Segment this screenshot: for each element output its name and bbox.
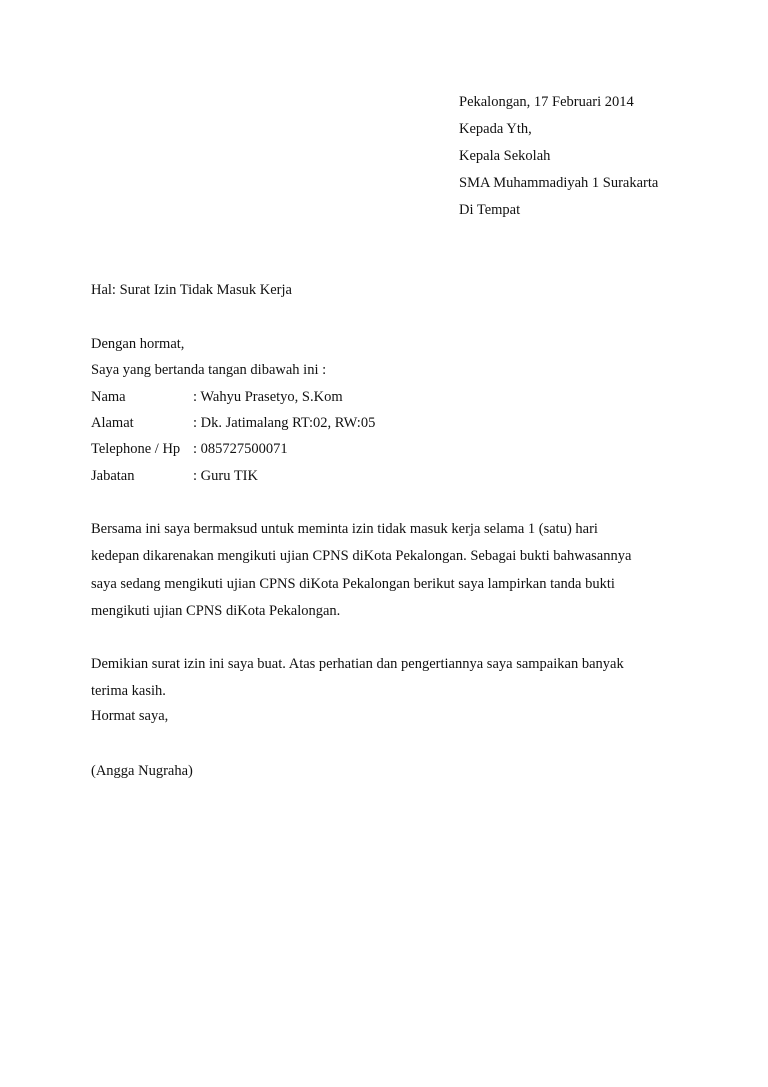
recipient-title: Kepala Sekolah bbox=[459, 148, 551, 164]
paragraph-1-line: mengikuti ujian CPNS diKota Pekalongan. bbox=[91, 603, 341, 619]
closing: Hormat saya, bbox=[91, 708, 169, 724]
date-line: Pekalongan, 17 Februari 2014 bbox=[459, 94, 634, 110]
paragraph-1-line: Bersama ini saya bermaksud untuk meminta izin tidak masuk kerja selama 1 (satu) hari bbox=[91, 521, 598, 537]
field-label-alamat: Alamat bbox=[91, 415, 134, 431]
paragraph-1-line: kedepan dikarenakan mengikuti ujian CPNS diKota Pekalongan. Sebagai bukti bahwasannya bbox=[91, 548, 632, 564]
greeting: Dengan hormat, bbox=[91, 336, 185, 352]
recipient-salutation: Kepada Yth, bbox=[459, 121, 532, 137]
recipient-place: Di Tempat bbox=[459, 202, 521, 218]
field-label-nama: Nama bbox=[91, 389, 126, 405]
recipient-school: SMA Muhammadiyah 1 Surakarta bbox=[459, 175, 659, 191]
field-value-alamat: : Dk. Jatimalang RT:02, RW:05 bbox=[193, 415, 376, 431]
field-label-jabatan: Jabatan bbox=[91, 468, 135, 484]
paragraph-1-line: saya sedang mengikuti ujian CPNS diKota Pekalongan berikut saya lampirkan tanda bukti bbox=[91, 576, 615, 592]
intro-line: Saya yang bertanda tangan dibawah ini : bbox=[91, 362, 327, 378]
paragraph-2-line: Demikian surat izin ini saya buat. Atas perhatian dan pengertiannya saya sampaikan banyak bbox=[91, 656, 624, 672]
field-value-jabatan: : Guru TIK bbox=[193, 468, 258, 484]
field-label-telephone: Telephone / Hp bbox=[91, 441, 181, 457]
field-value-telephone: : 085727500071 bbox=[193, 441, 288, 457]
paragraph-2-line: terima kasih. bbox=[91, 683, 166, 699]
signature-name: (Angga Nugraha) bbox=[91, 763, 193, 779]
field-value-nama: : Wahyu Prasetyo, S.Kom bbox=[193, 389, 343, 405]
subject-line: Hal: Surat Izin Tidak Masuk Kerja bbox=[91, 282, 292, 298]
